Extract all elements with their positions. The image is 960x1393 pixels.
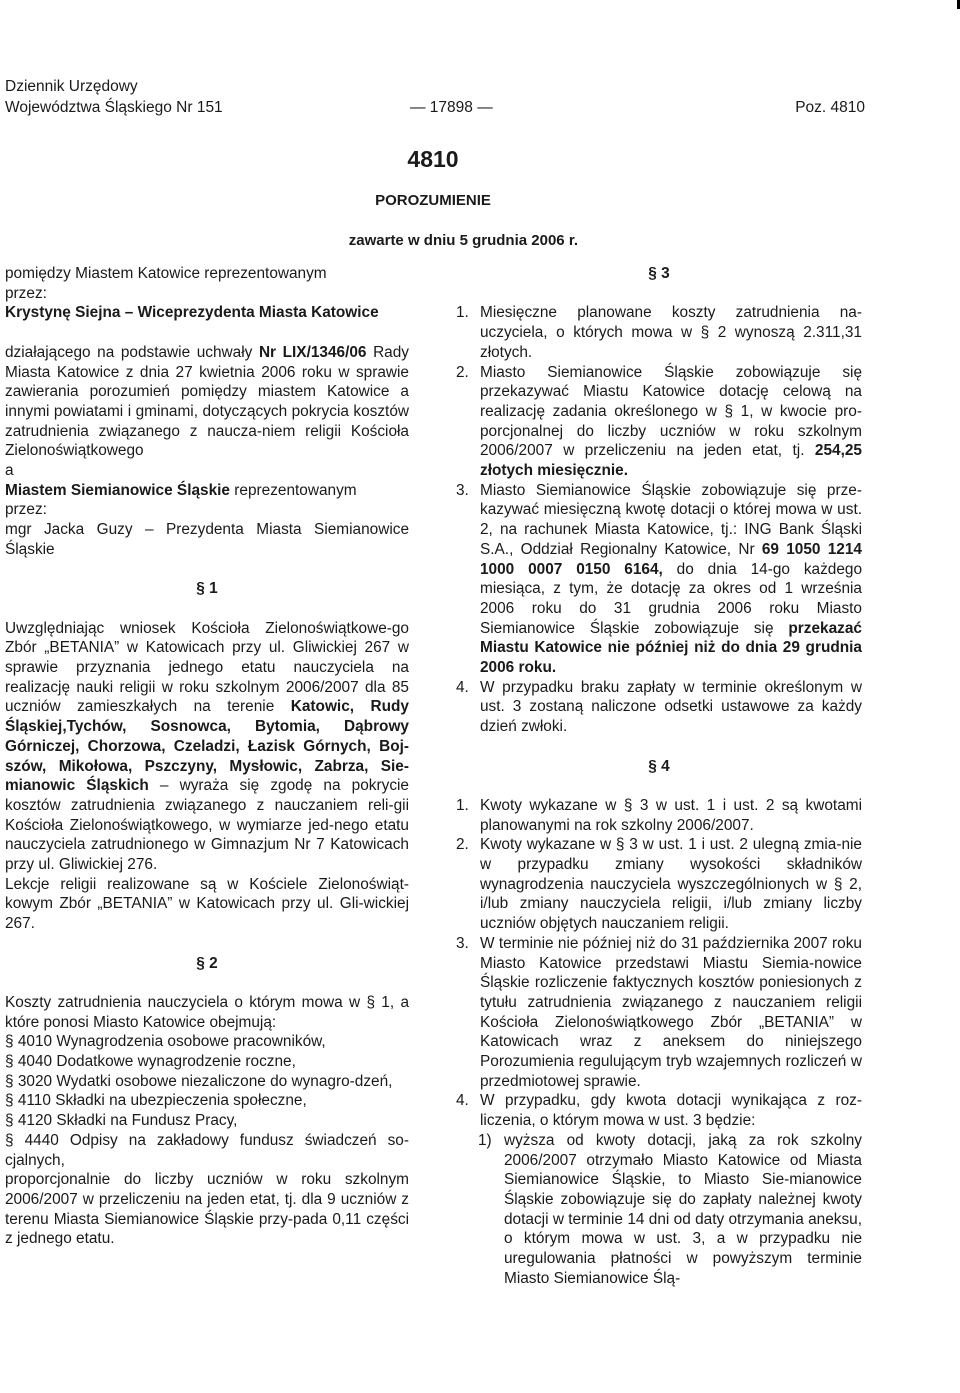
cost-item: § 4440 Odpisy na zakładowy fundusz świadczeń so-cjalnych, bbox=[5, 1131, 409, 1169]
document-number: 4810 bbox=[407, 146, 459, 172]
parties-line-przez: przez: bbox=[5, 501, 47, 519]
conjunction: a bbox=[5, 462, 14, 480]
section-1-heading: § 1 bbox=[196, 580, 218, 598]
section-4-heading: § 4 bbox=[648, 757, 670, 775]
section-1-lessons: Lekcje religii realizowane są w Kościele Zielonoświąt-kowym Zbór „BETANIA” w Katowicach przy ul. Gli-wickiej 267. bbox=[5, 875, 409, 933]
cost-item: § 3020 Wydatki osobowe niezaliczone do wynagro-dzeń, bbox=[5, 1072, 393, 1090]
party-1-representative: Krystynę Siejna – Wiceprezydenta Miasta Katowice bbox=[5, 304, 379, 322]
party-2-representative: mgr Jacka Guzy – Prezydenta Miasta Siemianowice Śląskie bbox=[5, 521, 409, 558]
parties-line-1: pomiędzy Miastem Katowice reprezentowanym bbox=[5, 265, 327, 282]
section-1-paragraph: Uwzględniając wniosek Kościoła Zielonoświątkowe-go Zbór „BETANIA” w Katowicach przy ul. Gliwickiej 267 w sprawie przyznania jednego etatu nauczyciela na realizację nauki religii w roku szkolnym 2006/2007 dla 85 uczniów zamieszkałych na terenie Katowic, Rudy Śląskiej,Tychów, Sosnowca, Bytomia, Dąbrowy Górniczej, Chorzowa, Czeladzi, Łazisk Górnych, Boj-szów, Mikołowa, Pszczyny, Mysłowic, Zabrza, Sie-mianowic Śląskich – wyraża się zgodę na pokrycie kosztów zatrudnienia związanego z nauczaniem reli-gii Kościoła Zielonoświątkowego, w wymiarze jed-nego etatu nauczyciela zatrudnionego w Gimnazjum Nr 7 Katowicach przy ul. Gliwickiej 276. bbox=[5, 619, 409, 874]
section-3-heading: § 3 bbox=[648, 265, 670, 282]
list-item: 2. Kwoty wykazane w § 3 w ust. 1 i ust. 2 ulegną zmia-nie w przypadku zmiany wysokości składników wynagrodzenia nauczyciela wyszczególnionych w § 2, i/lub zmiany nauczyciela religii, i/lub zmiany liczby uczniów objętych nauczaniem religii. bbox=[456, 836, 862, 933]
document-title: POROZUMIENIE bbox=[375, 192, 491, 209]
page-number: — 17898 — bbox=[410, 99, 493, 116]
cost-item: § 4010 Wynagrodzenia osobowe pracowników, bbox=[5, 1033, 326, 1051]
left-column bbox=[5, 264, 409, 1249]
journal-name: Dziennik Urzędowy bbox=[5, 78, 138, 95]
resolution-paragraph: działającego na podstawie uchwały Nr LIX/1346/06 Rady Miasta Katowice z dnia 27 kwietnia 2006 roku w sprawie zawierania porozumień pomiędzy miastem Katowice a innymi powiatami i gminami, dotyczących pokrycia kosztów zatrudnienia związanego z naucza-niem religii Kościoła Zielonoświątkowego bbox=[5, 343, 409, 460]
list-item: 2. Miasto Siemianowice Śląskie zobowiązuje się przekazywać Miastu Katowice dotację celową na realizację zadania określonego w § 1, w kwocie pro-porcjonalnej do liczby uczniów w roku szkolnym 2006/2007 w przeliczeniu na jeden etat, tj. 254,25 złotych miesięcznie. bbox=[456, 363, 862, 480]
list-item: 3. W terminie nie później niż do 31 października 2007 roku Miasto Katowice przedstawi Miastu Siemia-nowice Śląskie rozliczenie faktycznych kosztów poniesionych z tytułu zatrudnienia związanego z nauczaniem religii Kościoła Zielonoświątkowego Zbór „BETANIA” w Katowicach wraz z aneksem do niniejszego Porozumienia regulującym tryb wzajemnych rozliczeń w przedmiotowej sprawie. bbox=[456, 934, 862, 1090]
bank-account-number: 69 1050 1214 1000 0007 0150 6164, bbox=[480, 540, 862, 578]
cost-item: § 4120 Składki na Fundusz Pracy, bbox=[5, 1112, 238, 1130]
section-2-outro: proporcjonalnie do liczby uczniów w roku szkolnym 2006/2007 w przeliczeniu na jeden etat, tj. dla 9 uczniów z terenu Miasta Siemianowice Śląskie przy-pada 0,11 części z jednego etatu. bbox=[5, 1171, 409, 1248]
list-item: 4. W przypadku braku zapłaty w terminie określonym w ust. 3 zostaną naliczone odsetki ustawowe za każdy dzień zwłoki. bbox=[456, 678, 862, 736]
position-number: Poz. 4810 bbox=[795, 99, 865, 116]
page-header bbox=[5, 76, 865, 118]
cost-item: § 4110 Składki na ubezpieczenia społeczne, bbox=[5, 1092, 307, 1110]
sub-list-item: 1) wyższa od kwoty dotacji, jaką za rok szkolny 2006/2007 otrzymało Miasto Katowice od Miasta Siemianowice Śląskie, to Miasto Sie-mianowice Śląskie zobowiązuje się do zapłaty należnej kwoty dotacji w terminie 14 dni od daty otrzymania aneksu, o którym mowa w ust. 3, a w przypadku nie uregulowania płatności w powyższym terminie Miasto Siemianowice Ślą- bbox=[478, 1131, 862, 1287]
cost-item: § 4040 Dodatkowe wynagrodzenie roczne, bbox=[5, 1053, 296, 1071]
list-item: 4. W przypadku, gdy kwota dotacji wynikająca z roz-liczenia, o którym mowa w ust. 3 będzie: bbox=[456, 1092, 862, 1130]
party-2: Miastem Siemianowice Śląskie reprezentowanym bbox=[5, 481, 357, 499]
right-column bbox=[456, 264, 862, 1289]
list-item: 3. Miasto Siemianowice Śląskie zobowiązuje się prze-kazywać miesięczną kwotę dotacji o której mowa w ust. 2, na rachunek Miasta Katowice, tj.: ING Bank Śląski S.A., Oddział Regionalny Katowice, Nr 69 1050 1214 1000 0007 0150 6164, do dnia 14-go każdego miesiąca, z tym, że dotację za okres od 1 września 2006 roku do 31 grudnia 2006 roku Miasto Siemianowice Śląskie zobowiązuje się przekazać Miastu Katowice nie później niż do dnia 29 grudnia 2006 roku. bbox=[456, 481, 863, 677]
document-subtitle: zawarte w dniu 5 grudnia 2006 r. bbox=[348, 232, 578, 249]
list-item: 1. Kwoty wykazane w § 3 w ust. 1 i ust. 2 są kwotami planowanymi na rok szkolny 2006/2007. bbox=[456, 796, 862, 834]
list-item: 1. Miesięczne planowane koszty zatrudnienia na-uczyciela, o których mowa w § 2 wynoszą 2.311,31 złotych. bbox=[456, 304, 862, 361]
section-2-intro: Koszty zatrudnienia nauczyciela o którym mowa w § 1, a które ponosi Miasto Katowice obejmują: bbox=[5, 993, 409, 1031]
parties-line-2: przez: bbox=[5, 284, 47, 302]
voivodeship-issue: Województwa Śląskiego Nr 151 bbox=[5, 99, 223, 116]
section-2-heading: § 2 bbox=[196, 954, 218, 972]
